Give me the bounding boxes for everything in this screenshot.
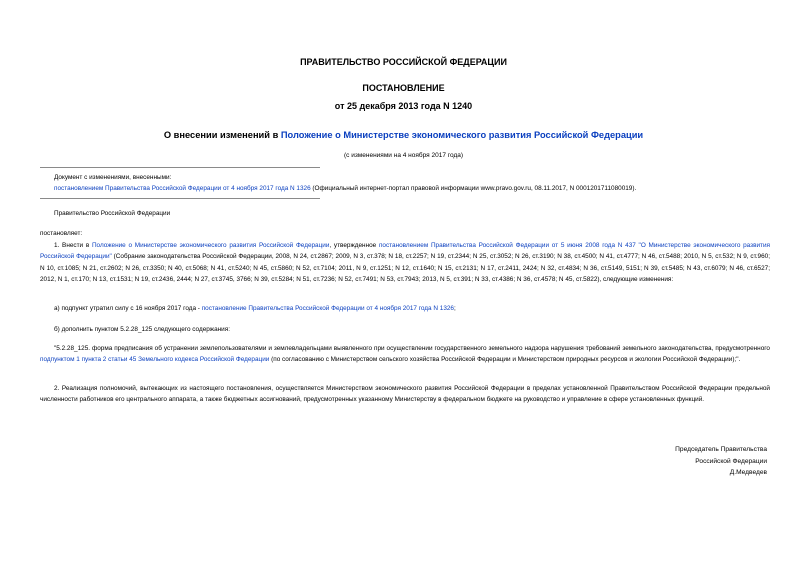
quoted-clause-end: (по согласованию с Министерством сельского хозяйства Российской Федерации и Министерством природных ресурсов и экологии Российской Федерации);". — [269, 356, 741, 364]
amendments-label: Документ с изменениями, внесенными: — [54, 174, 172, 181]
amendment-publication: (Официальный интернет-портал правовой информации www.pravo.gov.ru, 08.11.2017, N 0001201711080019). — [310, 185, 637, 192]
paragraph-1-mid: , утвержденное — [329, 242, 379, 249]
signature-block — [675, 444, 767, 479]
paragraph-1-link-resolution[interactable]: постановлением Правительства Российской Федерации от 5 июня 2008 года N 437 "О Министерстве экономического развития Российской Федерации" — [40, 242, 770, 261]
paragraph-2: 2. Реализация полномочий, вытекающих из настоящего постановления, осуществляется Министерством экономического развития Российской Федерации в пределах установленной Правительством Российской Федерации предельной численности работников его центрального аппарата, а также бюджетных ассигнований, предусмотренных указанному Министерству в федеральном бюджете на руководство и управление в сфере установленных функций. — [40, 385, 770, 404]
title-prefix: О внесении изменений в — [163, 130, 281, 140]
title-link-regulation[interactable]: Положение о Министерстве экономического развития Российской Федерации — [280, 130, 644, 140]
quoted-clause-start: "5.2.28_125. форма предписания об устранении землепользователями и землевладельцами выявленного при осуществлении государственного земельного надзора нарушения требований земельного законодательства, предусмотренного — [54, 345, 770, 352]
signature-name: Д.Медведев — [729, 469, 767, 476]
signature-org: Российской Федерации — [695, 457, 767, 465]
amendments-source — [54, 183, 784, 194]
subparagraph-a-link[interactable]: постановление Правительства Российской Федерации от 4 ноября 2017 года N 1326 — [201, 305, 454, 312]
amendment-link[interactable]: постановлением Правительства Российской Федерации от 4 ноября 2017 года N 1326 — [54, 185, 311, 192]
government-heading: ПРАВИТЕЛЬСТВО РОССИЙСКОЙ ФЕДЕРАЦИИ — [300, 57, 507, 67]
subparagraph-a-end: ; — [453, 305, 456, 312]
land-code-link[interactable]: подпунктом 1 пункта 2 статьи 45 Земельного кодекса Российской Федерации — [40, 356, 270, 364]
subparagraph-a — [54, 303, 456, 314]
signature-title: Председатель Правительства — [675, 446, 767, 453]
document-type: ПОСТАНОВЛЕНИЕ — [362, 83, 445, 93]
divider-bottom — [40, 198, 320, 199]
document-date: от 25 декабря 2013 года N 1240 — [334, 101, 473, 111]
subparagraph-a-text: а) подпункт утратил силу с 16 ноября 2017 года - — [54, 305, 202, 312]
paragraph-1-sources: (Собрание законодательства Российской Федерации, 2008, N 24, ст.2867; 2009, N 3, ст.378; N 18, ст.2257; N 19, ст.2344; N 25, ст.3052; N 26, ст.3190; N 38, ст.4500; N 41, ст.4777; N 46, ст.5488; 2010, N 5, ст.532; N 9, ст.960; N 10, ст.1085; N 21, ст.2602; N 26, ст.3350; N 40, ст.5068; N 41, ст.5240; N 45, ст.5860; N 52, ст.7104; 2011, N 9, ст.1251; N 12, ст.1640; N 15, ст.2131; N 17, ст.2411, 2424; N 32, ст.4834; N 36, ст.5149, 5151; N 39, ст.5485; N 43, ст.6079; N 46, ст.6527; 2012, N 1, ст.170; N 13, ст.1531; N 19, ст.2436, 2444; N 27, ст.3745, 3766; N 39, ст.5284; N 51, ст.7236; N 52, ст.7491; N 53, ст.7943; 2013, N 5, ст.391; N 33, ст.4386; N 36, ст.4578; N 45, ст.5822), следующие изменения: — [40, 253, 770, 284]
changes-note: (с изменениями на 4 ноября 2017 года) — [343, 152, 464, 159]
quoted-clause — [40, 343, 770, 366]
intro-text: Правительство Российской Федерации — [54, 210, 171, 217]
amendments-note — [54, 172, 784, 194]
paragraph-1-link-regulation[interactable]: Положение о Министерстве экономического развития Российской Федерации — [91, 242, 330, 249]
resolves-text: постановляет: — [40, 230, 83, 237]
paragraph-1-start: 1. Внести в — [54, 242, 92, 249]
document-title — [0, 130, 807, 140]
divider-top — [40, 167, 320, 168]
paragraph-1 — [40, 240, 770, 286]
subparagraph-b: б) дополнить пунктом 5.2.28_125 следующего содержания: — [54, 326, 230, 333]
